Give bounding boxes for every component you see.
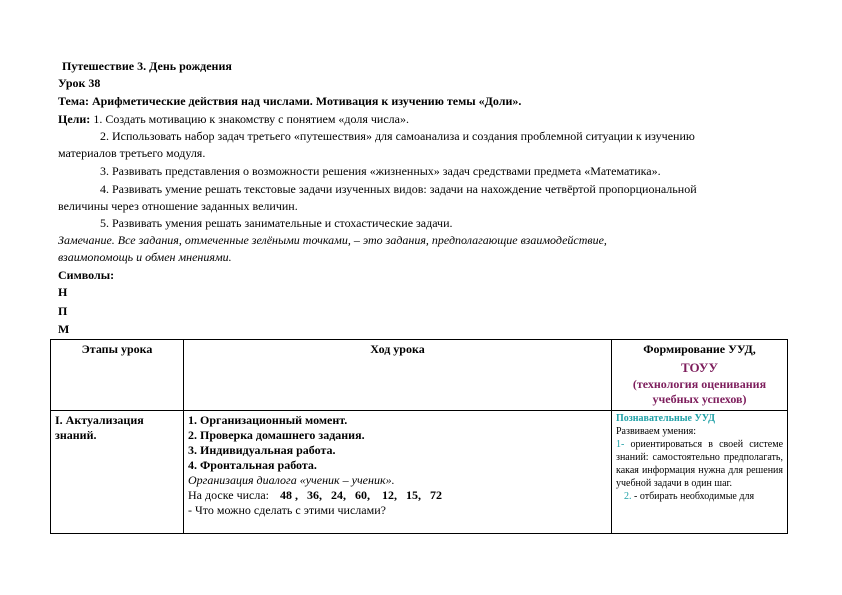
header-toyy: ТОУУ (681, 360, 718, 375)
dialog-line: Организация диалога «ученик – ученик». (188, 473, 395, 487)
symbol-m: М (58, 322, 70, 336)
header-course: Ход урока (184, 340, 612, 411)
trip-title: Путешествие 3. День рождения (62, 59, 232, 73)
goal-4-cont: величины через отношение заданных величин. (58, 199, 298, 213)
course-cell (184, 411, 612, 534)
point1-text: ориентироваться в своей системе знаний: самостоятельно предполагать, какая информация нужна для решения учебной задачи в один шаг. (616, 439, 784, 489)
point2-text: - отбирать необходимые для (634, 491, 755, 502)
goal-1: 1. Создать мотивацию к знакомству с понятием «доля числа». (93, 112, 409, 126)
uud-point-2 (616, 490, 783, 503)
header-toyy-desc: (технология оценивания учебных успехов) (632, 377, 767, 406)
question-line: - Что можно сделать с этими числами? (188, 503, 386, 517)
course-item-2: 2. Проверка домашнего задания. (188, 428, 365, 442)
stage-cell: I. Актуализация знаний. (51, 411, 184, 534)
symbols-label: Символы: (58, 268, 115, 282)
topic-line (58, 94, 521, 108)
lesson-number: Урок 38 (58, 76, 101, 90)
header-uud: Формирование УУД, (643, 342, 756, 356)
note-line-2: взаимопомощь и обмен мнениями. (58, 250, 232, 264)
board-line (188, 488, 607, 503)
uud-point-1 (616, 438, 783, 490)
uud-title: Познавательные УУД (616, 413, 716, 424)
develop-label: Развиваем умения: (616, 426, 697, 437)
goal-2: 2. Использовать набор задач третьего «путешествия» для самоанализа и создания проблемной ситуации к изучению (100, 129, 695, 143)
table-row (51, 411, 788, 534)
note-line-1: Замечание. Все задания, отмеченные зелёными точками, – это задания, предполагающие взаимодействие, (58, 233, 607, 247)
symbol-p: П (58, 304, 68, 318)
course-item-4: 4. Фронтальная работа. (188, 458, 317, 472)
point2-number: 2. (624, 491, 632, 502)
point1-number: 1- (616, 439, 625, 450)
board-numbers: 48 , 36, 24, 60, 12, 15, 72 (280, 488, 443, 502)
course-item-3: 3. Индивидуальная работа. (188, 443, 336, 457)
symbol-n: Н (58, 285, 68, 299)
course-item-1: 1. Организационный момент. (188, 413, 348, 427)
goals-label: Цели: (58, 112, 91, 126)
header-stages: Этапы урока (51, 340, 184, 411)
uud-cell (612, 411, 788, 534)
topic-label: Тема: (58, 94, 89, 108)
board-label: На доске числа: (188, 488, 270, 502)
topic-text: Арифметические действия над числами. Мотивация к изучению темы «Доли». (91, 94, 522, 108)
goal-2-cont: материалов третьего модуля. (58, 146, 206, 160)
goal-4: 4. Развивать умение решать текстовые задачи изученных видов: задачи на нахождение четвёртой пропорциональной (100, 182, 697, 196)
goals-line (58, 112, 409, 126)
lesson-table (50, 339, 788, 534)
goal-3: 3. Развивать представления о возможности решения «жизненных» задач средствами предмета «Математика». (100, 164, 661, 178)
header-uud-cell (612, 340, 788, 411)
table-header-row (51, 340, 788, 411)
goal-5: 5. Развивать умения решать занимательные и стохастические задачи. (100, 216, 453, 230)
